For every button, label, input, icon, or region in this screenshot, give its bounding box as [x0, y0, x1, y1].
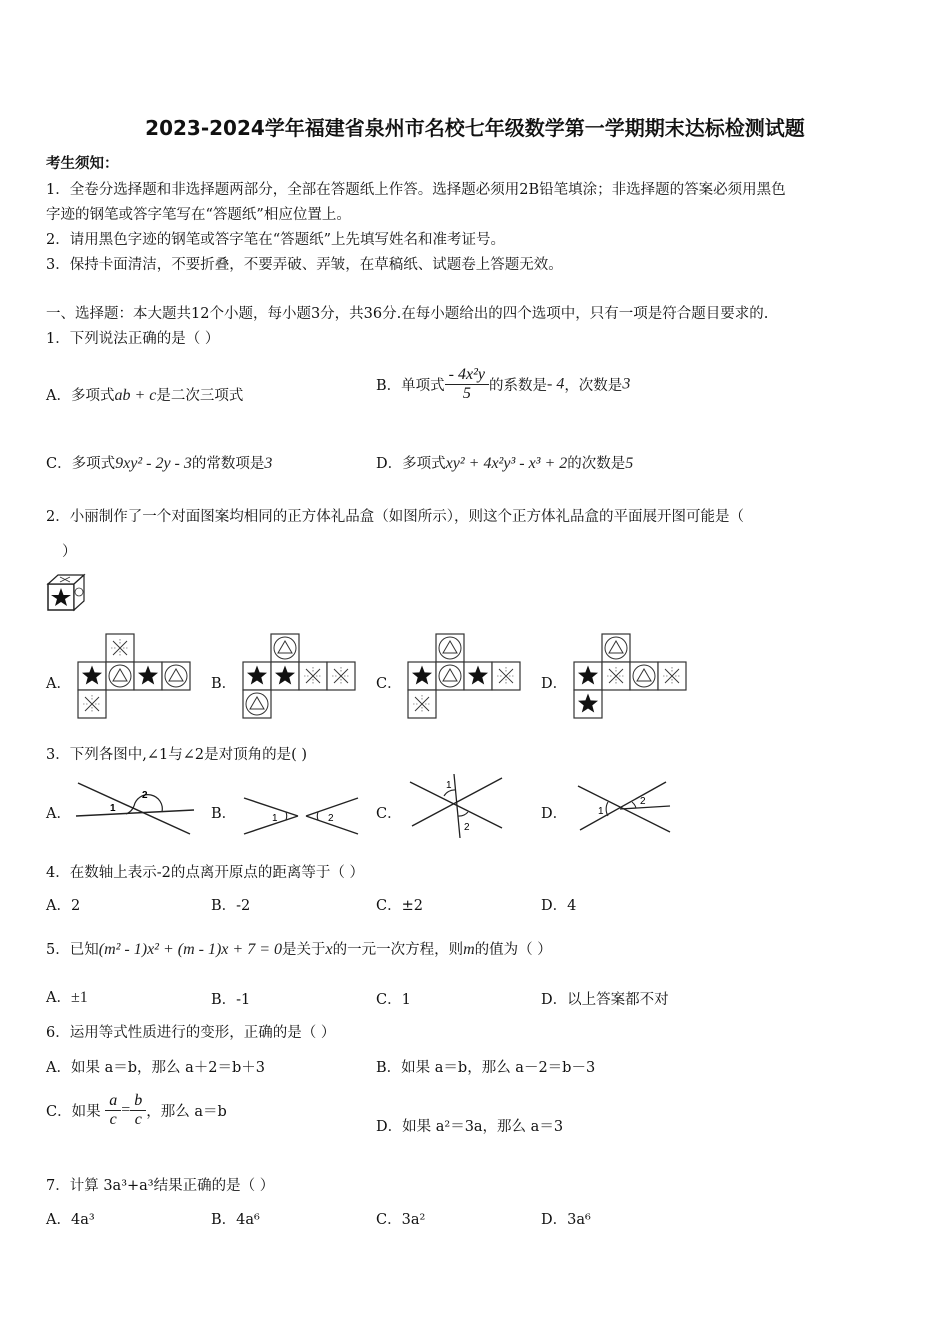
q6-option-a: A．如果 a＝b，那么 a＋2＝b＋3: [46, 1060, 265, 1076]
net-face: [492, 662, 520, 690]
q7-stem: 7．计算 3a³+a³结果正确的是（ ）: [46, 1178, 275, 1194]
q3-figure-a: [74, 778, 196, 840]
q3-figure-c: [406, 772, 506, 840]
section-heading: 一、选择题：本大题共12个小题，每小题3分，共36分.在每小题给出的四个选项中，只有一项是符合题目要求的.: [46, 306, 769, 322]
net-face: [78, 690, 106, 718]
q6-option-d: D．如果 a²＝3a，那么 a＝3: [376, 1119, 564, 1135]
q5-equation: (m² - 1)x² + (m - 1)x + 7 = 0: [98, 941, 282, 958]
q1-b-mid: 的系数是: [488, 378, 547, 394]
q5-a-prefix: A．: [46, 990, 71, 1006]
q1-a-math: ab + c: [114, 387, 157, 404]
q3-option-d-label: D．: [541, 806, 568, 822]
net-face: [408, 662, 436, 690]
q1-c-prefix: C．多项式: [46, 456, 116, 472]
q5-option-b: B．-1: [211, 992, 251, 1008]
q1-d-value: 5: [625, 455, 634, 472]
q5-a-math: ±1: [70, 989, 88, 1006]
q1-c-suffix: 的常数项是: [191, 456, 265, 472]
q3-figure-d: [574, 780, 674, 836]
q1-c-value: 3: [264, 455, 273, 472]
net-face: [243, 690, 271, 718]
net-face: [162, 662, 190, 690]
net-face: [436, 662, 464, 690]
net-face: [299, 662, 327, 690]
q6-c-equals: =: [121, 1101, 131, 1119]
q2-net-a: [77, 633, 195, 721]
q7-option-c: C．3a²: [376, 1212, 426, 1228]
notice-item-1: 1．全卷分选择题和非选择题两部分，全部在答题纸上作答。选择题必须用2B铅笔填涂；非选择题的答案必须用黑色: [46, 182, 786, 198]
net-face: [327, 662, 355, 690]
net-face: [436, 634, 464, 662]
q3-d-label-2: 2: [640, 796, 646, 807]
q7-option-d: D．3a⁶: [541, 1212, 591, 1228]
q6-c-left-num: a: [105, 1092, 121, 1111]
q6-option-c: [46, 1092, 227, 1129]
q1-option-c: [46, 452, 272, 473]
q1-d-suffix: 的次数是: [567, 456, 626, 472]
q1-a-prefix: A．多项式: [46, 388, 115, 404]
q6-c-right-den: c: [134, 1111, 142, 1128]
q5-variable-x: x: [325, 941, 333, 958]
q5-stem-mid2: 的一元一次方程，则: [332, 942, 464, 958]
q5-stem-mid: 是关于: [282, 942, 326, 958]
q5-variable-m: m: [463, 941, 475, 958]
q3-stem: 3．下列各图中,∠1与∠2是对顶角的是( ): [46, 747, 308, 763]
q6-c-fraction-right: [130, 1092, 146, 1129]
q4-option-b: B．-2: [211, 898, 251, 914]
q2-stem-close: ）: [62, 544, 77, 560]
q6-option-b: B．如果 a＝b，那么 a－2＝b－3: [376, 1060, 596, 1076]
net-face: [134, 662, 162, 690]
q6-c-left-den: c: [109, 1111, 117, 1128]
q5-stem: [46, 938, 552, 959]
q1-option-b: [376, 366, 630, 403]
net-face: [630, 662, 658, 690]
q2-option-c-label: C．: [376, 676, 402, 692]
net-face: [78, 662, 106, 690]
notice-heading: 考生须知：: [46, 155, 119, 172]
q1-a-suffix: 是二次三项式: [156, 388, 244, 404]
q7-option-b: B．4a⁶: [211, 1212, 260, 1228]
q4-option-c: C．±2: [376, 898, 423, 914]
q1-b-post: ，次数是: [564, 378, 623, 394]
q3-c-label-1: 1: [446, 780, 452, 791]
q3-option-a-label: A．: [46, 806, 71, 822]
q4-stem: 4．在数轴上表示-2的点离开原点的距离等于（ ）: [46, 865, 364, 881]
q1-stem: 1．下列说法正确的是（ ）: [46, 331, 220, 347]
net-face: [408, 690, 436, 718]
q6-c-right-num: b: [130, 1092, 146, 1111]
net-face: [602, 662, 630, 690]
q3-a-label-1: 1: [110, 803, 116, 814]
q5-option-d: D．以上答案都不对: [541, 992, 669, 1008]
q6-c-suffix: ，那么 a＝b: [146, 1104, 227, 1120]
q3-a-label-2: 2: [142, 790, 148, 801]
q3-figure-b: [240, 794, 362, 836]
net-face: [464, 662, 492, 690]
net-face: [574, 690, 602, 718]
net-face: [271, 662, 299, 690]
q1-option-d: [376, 452, 633, 473]
q3-option-b-label: B．: [211, 806, 237, 822]
q1-b-prefix: B．单项式: [376, 378, 445, 394]
net-face: [271, 634, 299, 662]
net-face: [602, 634, 630, 662]
q5-stem-prefix: 5．已知: [46, 942, 99, 958]
q1-b-degree: 3: [622, 375, 631, 393]
net-face: [106, 634, 134, 662]
page-title: 2023-2024学年福建省泉州市名校七年级数学第一学期期末达标检测试题: [145, 116, 805, 140]
q6-stem: 6．运用等式性质进行的变形，正确的是（ ）: [46, 1025, 336, 1041]
q1-b-numerator: - 4x²y: [445, 366, 489, 385]
net-face: [243, 662, 271, 690]
q1-d-math: xy² + 4x²y³ - x³ + 2: [445, 455, 568, 472]
q2-stem: 2．小丽制作了一个对面图案均相同的正方体礼品盒（如图所示），则这个正方体礼品盒的平面展开图可能是（: [46, 509, 744, 525]
q7-option-a: A．4a³: [46, 1212, 95, 1228]
q2-net-c: [407, 633, 525, 721]
q2-option-b-label: B．: [211, 676, 237, 692]
q1-b-fraction: [445, 366, 489, 403]
q2-net-b: [242, 633, 360, 721]
q1-b-coefficient: - 4: [546, 375, 565, 393]
q5-stem-suffix: 的值为（ ）: [474, 942, 552, 958]
q3-b-label-1: 1: [272, 813, 278, 824]
q6-c-prefix: C．如果: [46, 1104, 101, 1120]
q4-option-d: D．4: [541, 898, 577, 914]
q3-c-label-2: 2: [464, 822, 470, 833]
q5-option-c: C．1: [376, 992, 411, 1008]
q3-b-label-2: 2: [328, 813, 334, 824]
notice-item-3: 3．保持卡面清洁，不要折叠，不要弄破、弄皱，在草稿纸、试题卷上答题无效。: [46, 257, 563, 273]
q1-option-a: [46, 384, 243, 405]
notice-item-2: 2．请用黑色字迹的钢笔或答字笔在“答题纸”上先填写姓名和准考证号。: [46, 232, 506, 248]
q1-b-denominator: 5: [462, 385, 471, 402]
q1-d-prefix: D．多项式: [376, 456, 446, 472]
q1-c-math: 9xy² - 2y - 3: [115, 455, 192, 472]
q5-option-a: [46, 986, 88, 1007]
q2-net-d: [573, 633, 691, 721]
q2-option-d-label: D．: [541, 676, 568, 692]
q3-option-c-label: C．: [376, 806, 402, 822]
q3-d-label-1: 1: [598, 806, 604, 817]
notice-item-1-cont: 字迹的钢笔或答字笔写在“答题纸”相应位置上。: [46, 207, 351, 223]
net-face: [658, 662, 686, 690]
q4-option-a: A．2: [46, 898, 81, 914]
q6-c-fraction-left: [105, 1092, 121, 1129]
q2-option-a-label: A．: [46, 676, 71, 692]
net-face: [106, 662, 134, 690]
q2-cube-figure: [46, 572, 88, 612]
net-face: [574, 662, 602, 690]
